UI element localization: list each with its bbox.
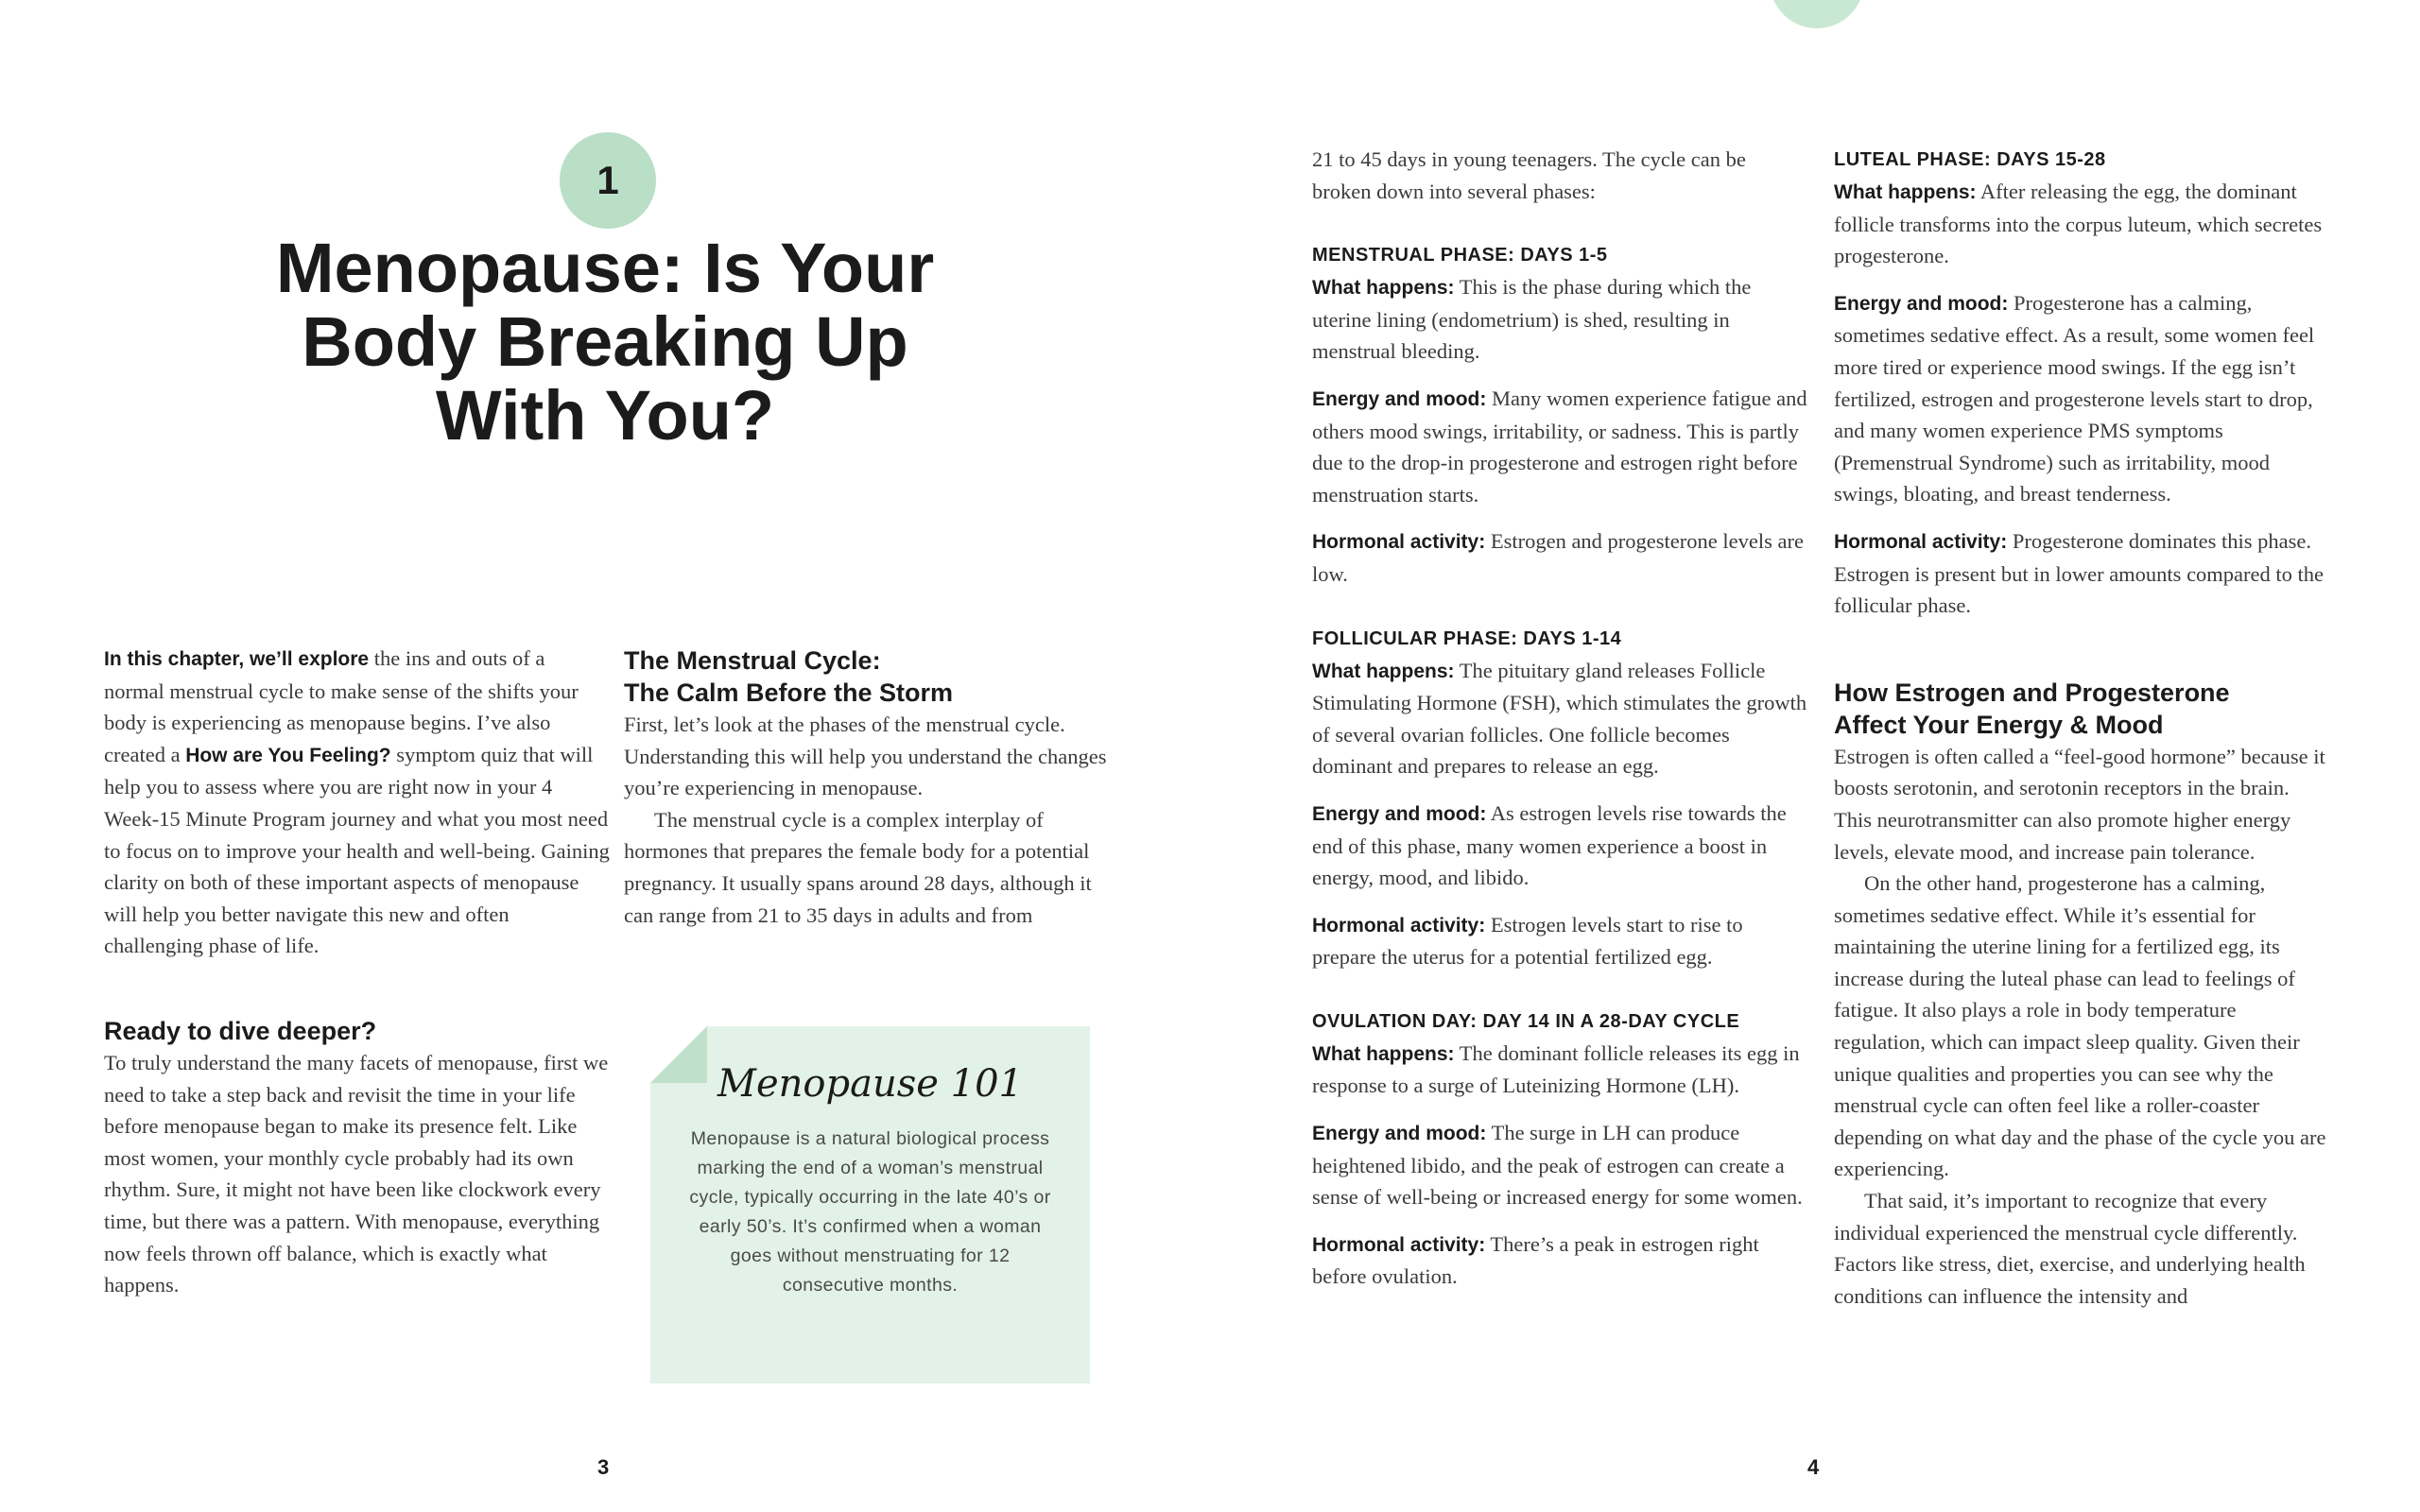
- follicular-energy: [1312, 798, 1808, 894]
- ovulation-what: [1312, 1038, 1808, 1102]
- estrogen-heading-line-1: How Estrogen and Progesterone: [1834, 678, 2230, 707]
- menstrual-what-text: This is the phase during which the uterine lining (endometrium) is shed, resulting in menstrual bleeding.: [1312, 275, 1752, 364]
- menstrual-phase-heading: MENSTRUAL PHASE: DAYS 1-5: [1312, 245, 1608, 266]
- luteal-estrogen-column: [1834, 144, 2330, 1312]
- follicular-energy-text: As estrogen levels rise towards the end of this phase, many women experience a boost in energy, mood, and libido.: [1312, 800, 1787, 890]
- dive-paragraph: To truly understand the many facets of menopause, first we need to take a step back and revisit the time in your life before menopause began to make its presence felt. Like most women, your monthly cycle probably had its own rhythm. Sure, it might not have been like clockwork every time, but there was a pattern. With menopause, everything now feels thrown off balance, which is exactly what happens.: [104, 1050, 609, 1297]
- menstrual-energy-text: Many women experience fatigue and others mood swings, irritability, or sadness. This is partly due to the drop-in progesterone and estrogen right before menstruation starts.: [1312, 386, 1807, 507]
- label-hormonal-activity: Hormonal activity:: [1312, 1233, 1486, 1256]
- ovulation-what-text: The dominant follicle releases its egg in response to a surge of Luteinizing Hormone (LH).: [1312, 1040, 1800, 1098]
- ovulation-energy-text: The surge in LH can produce heightened libido, and the peak of estrogen can create a sense of well-being or increased energy for some women.: [1312, 1121, 1803, 1210]
- estrogen-paragraph-2: On the other hand, progesterone has a calming, sometimes sedative effect. While it’s essential for maintaining the uterine lining for a fertilized egg, its increase during the luteal phase can lead to feelings of fatigue. It also plays a role in body temperature regulation, which can impact sleep quality. Given their unique qualities and properties you can see why the menstrual cycle can often feel like a roller-coaster depending on what day and the phase of the cycle you are experiencing.: [1834, 871, 2326, 1181]
- intro-text-1: the ins and outs of a normal menstrual cycle to make sense of the shifts your body is experiencing as menopause begins. I’ve also created a: [104, 646, 579, 766]
- luteal-hormonal-text: Progesterone dominates this phase. Estrogen is present but in lower amounts compared to the follicular phase.: [1834, 528, 2325, 618]
- label-energy-mood: Energy and mood:: [1312, 387, 1487, 410]
- luteal-phase-heading: LUTEAL PHASE: DAYS 15-28: [1834, 149, 2106, 170]
- estrogen-paragraph-3: That said, it’s important to recognize that every individual experienced the menstrual cycle differently. Factors like stress, diet, exercise, and underlying health conditions can influence the intensity and: [1834, 1189, 2306, 1308]
- estrogen-heading: [1834, 677, 2330, 741]
- ovulation-hormonal: [1312, 1228, 1808, 1293]
- cycle-heading: [624, 644, 1115, 709]
- quiz-name: How are You Feeling?: [185, 744, 391, 766]
- label-what-happens: What happens:: [1834, 181, 1977, 203]
- phases-column: [1312, 144, 1808, 1293]
- callout-text: Menopause is a natural biological process marking the end of a woman’s menstrual cycle, typically occurring in the late 40’s or early 50’s. It’s confirmed when a woman goes without menstruating for 12 consecutive months.: [689, 1128, 1051, 1296]
- ovulation-energy: [1312, 1117, 1808, 1213]
- menstrual-what: [1312, 271, 1808, 368]
- label-hormonal-activity: Hormonal activity:: [1312, 914, 1486, 936]
- follicular-hormonal: [1312, 909, 1808, 973]
- intro-lead: In this chapter, we’ll explore: [104, 648, 370, 670]
- phases-intro: 21 to 45 days in young teenagers. The cycle can be broken down into several phases:: [1312, 147, 1746, 203]
- page-number-left: 3: [597, 1455, 610, 1479]
- estrogen-paragraph-1: Estrogen is often called a “feel-good hormone” because it boosts serotonin, and serotonin receptors in the brain. This neurotransmitter can also promote higher energy levels, elevate mood, and increase pain tolerance.: [1834, 744, 2325, 864]
- chapter-number-badge: [560, 132, 656, 229]
- cycle-heading-line-1: The Menstrual Cycle:: [624, 646, 881, 675]
- follicular-what-text: The pituitary gland releases Follicle Stimulating Hormone (FSH), which stimulates the growth of several ovarian follicles. One follicle becomes dominant and prepares to release an egg.: [1312, 658, 1807, 779]
- chapter-title-line-1: Menopause: Is Your: [275, 229, 935, 307]
- label-what-happens: What happens:: [1312, 277, 1455, 300]
- chapter-title: [227, 229, 983, 455]
- dive-heading: Ready to dive deeper?: [104, 1016, 377, 1045]
- chapter-title-line-2: Body Breaking Up: [302, 302, 908, 381]
- label-what-happens: What happens:: [1312, 1042, 1455, 1065]
- cycle-paragraph-1: First, let’s look at the phases of the menstrual cycle. Understanding this will help you understand the changes you’re experiencing in menopause.: [624, 713, 1107, 800]
- right-page: [1210, 0, 2420, 1512]
- label-what-happens: What happens:: [1312, 660, 1455, 682]
- luteal-hormonal: [1834, 525, 2330, 622]
- ovulation-hormonal-text: There’s a peak in estrogen right before ovulation.: [1312, 1231, 1759, 1289]
- ovulation-heading: OVULATION DAY: DAY 14 IN A 28-DAY CYCLE: [1312, 1010, 1740, 1032]
- follicular-phase-heading: FOLLICULAR PHASE: DAYS 1-14: [1312, 627, 1622, 649]
- follicular-what: [1312, 655, 1808, 782]
- label-hormonal-activity: Hormonal activity:: [1312, 531, 1486, 554]
- luteal-energy: [1834, 287, 2330, 510]
- menstrual-cycle-column: [624, 644, 1115, 931]
- menopause-101-callout: [650, 1026, 1090, 1383]
- luteal-energy-text: Progesterone has a calming, sometimes sedative effect. As a result, some women feel more tired or experience mood swings. If the egg isn’t fertilized, estrogen and progesterone levels start to drop, and many women experience PMS symptoms (Premenstrual Syndrome) such as irritability, mood swings, bloating, and breast tenderness.: [1834, 290, 2315, 507]
- label-hormonal-activity: Hormonal activity:: [1834, 530, 2008, 553]
- menstrual-energy: [1312, 383, 1808, 510]
- label-energy-mood: Energy and mood:: [1312, 802, 1487, 825]
- chapter-number: 1: [596, 158, 619, 202]
- luteal-what: [1834, 176, 2330, 272]
- follicular-hormonal-text: Estrogen levels start to rise to prepare the uterus for a potential fertilized egg.: [1312, 912, 1743, 970]
- menstrual-hormonal-text: Estrogen and progesterone levels are low.: [1312, 529, 1804, 586]
- intro-column: [104, 643, 610, 1301]
- cycle-heading-line-2: The Calm Before the Storm: [624, 679, 954, 707]
- callout-title: Menopause 101: [717, 1062, 1023, 1106]
- page-number-right: 4: [1807, 1455, 1820, 1479]
- label-energy-mood: Energy and mood:: [1834, 292, 2009, 315]
- chapter-title-line-3: With You?: [435, 376, 775, 455]
- cycle-paragraph-2: The menstrual cycle is a complex interplay of hormones that prepares the female body for a potential pregnancy. It usually spans around 28 days, although it can range from 21 to 35 days in adults and from: [624, 807, 1092, 927]
- estrogen-heading-line-2: Affect Your Energy & Mood: [1834, 710, 2164, 739]
- label-energy-mood: Energy and mood:: [1312, 1123, 1487, 1145]
- luteal-what-text: After releasing the egg, the dominant follicle transforms into the corpus luteum, which secretes progesterone.: [1834, 180, 2323, 268]
- intro-paragraph: [104, 643, 610, 962]
- top-decorative-circle: [1770, 0, 1864, 28]
- intro-text-2: symptom quiz that will help you to assess where you are right now in your 4 Week-15 Minute Program journey and what you most need to focus on to improve your health and well-being. Gaining clarity on both of these important aspects of menopause will help you better navigate this new and often challenging phase of life.: [104, 742, 610, 958]
- menstrual-hormonal: [1312, 525, 1808, 590]
